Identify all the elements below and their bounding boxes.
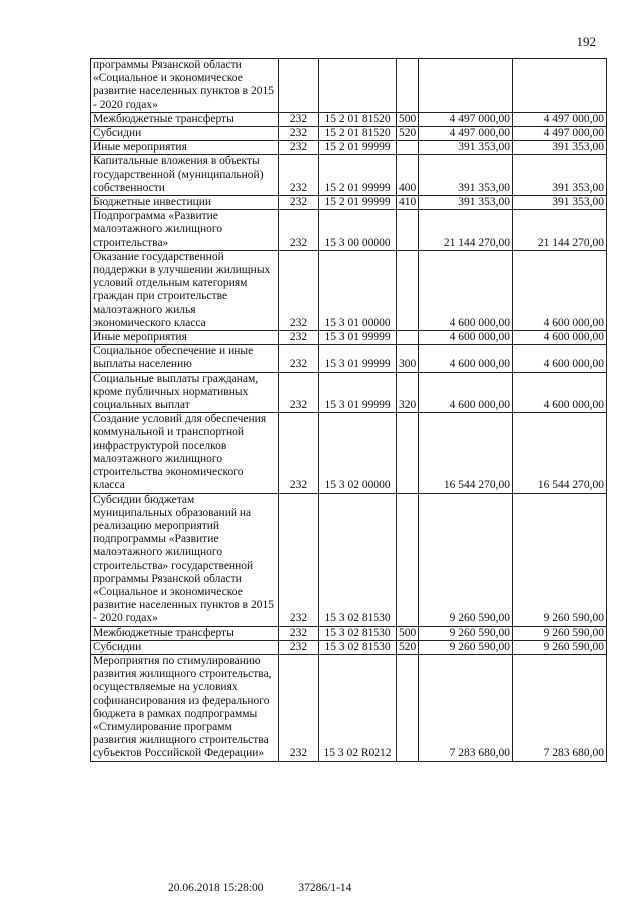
table-row [91, 413, 607, 493]
row-csr-cell: 15 3 02 81530 [319, 626, 397, 640]
row-name-cell: Межбюджетные трансферты [91, 112, 279, 126]
row-csr-cell [319, 59, 397, 113]
row-sum-2020-cell: 4 600 000,00 [513, 345, 607, 372]
row-vr-cell: 320 [397, 372, 419, 413]
row-sum-2019-cell: 4 497 000,00 [419, 112, 513, 126]
row-csr-cell: 15 2 01 99999 [319, 155, 397, 196]
row-sum-2020-cell: 9 260 590,00 [513, 626, 607, 640]
row-sum-2020-cell: 4 600 000,00 [513, 250, 607, 330]
row-name-cell: Социальное обеспечение и иные выплаты населению [91, 345, 279, 372]
row-ved-cell: 232 [279, 127, 319, 141]
row-name-cell: Межбюджетные трансферты [91, 626, 279, 640]
row-name-cell: Социальные выплаты гражданам, кроме публичных нормативных социальных выплат [91, 372, 279, 413]
row-vr-cell: 500 [397, 112, 419, 126]
table-row [91, 112, 607, 126]
row-sum-2019-cell: 21 144 270,00 [419, 210, 513, 251]
row-sum-2019-cell: 4 497 000,00 [419, 127, 513, 141]
row-sum-2019-cell: 9 260 590,00 [419, 493, 513, 626]
table-row [91, 640, 607, 654]
row-csr-cell: 15 3 02 00000 [319, 413, 397, 493]
row-name-cell: Подпрограмма «Развитие малоэтажного жилищного строительства» [91, 210, 279, 251]
row-sum-2020-cell: 9 260 590,00 [513, 493, 607, 626]
row-sum-2019-cell: 391 353,00 [419, 141, 513, 155]
row-csr-cell: 15 3 02 R0212 [319, 654, 397, 761]
row-name-cell: Создание условий для обеспечения коммунальной и транспортной инфраструктурой поселков малоэтажного жилищного строительства экономического класса [91, 413, 279, 493]
row-csr-cell: 15 3 02 81530 [319, 493, 397, 626]
row-csr-cell: 15 2 01 81520 [319, 127, 397, 141]
row-sum-2020-cell: 4 600 000,00 [513, 372, 607, 413]
table-row [91, 372, 607, 413]
row-sum-2020-cell: 9 260 590,00 [513, 640, 607, 654]
row-csr-cell: 15 3 01 99999 [319, 331, 397, 345]
row-sum-2019-cell: 391 353,00 [419, 155, 513, 196]
row-sum-2019-cell: 4 600 000,00 [419, 331, 513, 345]
table-row [91, 155, 607, 196]
row-name-cell: Бюджетные инвестиции [91, 196, 279, 210]
row-ved-cell: 232 [279, 112, 319, 126]
row-ved-cell: 232 [279, 372, 319, 413]
row-ved-cell: 232 [279, 155, 319, 196]
row-vr-cell: 500 [397, 626, 419, 640]
table-row [91, 345, 607, 372]
footer-doc-number: 37286/1-14 [298, 882, 352, 894]
row-csr-cell: 15 2 01 99999 [319, 196, 397, 210]
row-ved-cell: 232 [279, 413, 319, 493]
row-ved-cell: 232 [279, 626, 319, 640]
row-sum-2020-cell: 7 283 680,00 [513, 654, 607, 761]
table-row [91, 210, 607, 251]
row-sum-2020-cell: 4 497 000,00 [513, 127, 607, 141]
row-vr-cell: 400 [397, 155, 419, 196]
footer [168, 882, 383, 894]
row-vr-cell [397, 413, 419, 493]
row-ved-cell: 232 [279, 141, 319, 155]
row-vr-cell: 520 [397, 127, 419, 141]
row-vr-cell [397, 250, 419, 330]
row-ved-cell: 232 [279, 640, 319, 654]
row-sum-2020-cell: 391 353,00 [513, 141, 607, 155]
table-row [91, 59, 607, 113]
row-sum-2019-cell: 7 283 680,00 [419, 654, 513, 761]
row-sum-2020-cell: 391 353,00 [513, 155, 607, 196]
row-ved-cell: 232 [279, 210, 319, 251]
row-vr-cell [397, 331, 419, 345]
row-vr-cell: 410 [397, 196, 419, 210]
row-csr-cell: 15 2 01 81520 [319, 112, 397, 126]
row-ved-cell: 232 [279, 250, 319, 330]
table-row [91, 127, 607, 141]
row-vr-cell: 520 [397, 640, 419, 654]
page-number: 192 [576, 34, 596, 49]
row-csr-cell: 15 3 01 00000 [319, 250, 397, 330]
row-ved-cell [279, 59, 319, 113]
row-sum-2020-cell: 4 600 000,00 [513, 331, 607, 345]
row-vr-cell [397, 493, 419, 626]
footer-timestamp: 20.06.2018 15:28:00 [168, 882, 264, 894]
row-name-cell: Иные мероприятия [91, 141, 279, 155]
table-row [91, 626, 607, 640]
row-ved-cell: 232 [279, 331, 319, 345]
row-sum-2019-cell: 4 600 000,00 [419, 345, 513, 372]
row-vr-cell [397, 654, 419, 761]
row-vr-cell [397, 141, 419, 155]
row-csr-cell: 15 2 01 99999 [319, 141, 397, 155]
row-name-cell: Оказание государственной поддержки в улучшении жилищных условий отдельным категориям граждан при строительстве малоэтажного жилья экономического класса [91, 250, 279, 330]
row-vr-cell [397, 210, 419, 251]
row-ved-cell: 232 [279, 196, 319, 210]
row-vr-cell [397, 59, 419, 113]
row-name-cell: Мероприятия по стимулированию развития жилищного строительства, осуществляемые на условиях софинансирования из федерального бюджета в рамках подпрограммы «Стимулирование программ развития жилищного строительства субъектов Российской Федерации» [91, 654, 279, 761]
row-name-cell: Субсидии [91, 640, 279, 654]
row-sum-2020-cell: 391 353,00 [513, 196, 607, 210]
row-sum-2020-cell: 16 544 270,00 [513, 413, 607, 493]
table-row [91, 654, 607, 761]
row-sum-2020-cell: 21 144 270,00 [513, 210, 607, 251]
row-sum-2019-cell: 4 600 000,00 [419, 250, 513, 330]
row-sum-2019-cell: 16 544 270,00 [419, 413, 513, 493]
table-row [91, 196, 607, 210]
row-vr-cell: 300 [397, 345, 419, 372]
row-name-cell: Иные мероприятия [91, 331, 279, 345]
budget-table-body [91, 59, 607, 762]
budget-table [90, 58, 607, 762]
table-row [91, 141, 607, 155]
row-csr-cell: 15 3 01 99999 [319, 372, 397, 413]
row-csr-cell: 15 3 02 81530 [319, 640, 397, 654]
row-csr-cell: 15 3 00 00000 [319, 210, 397, 251]
row-name-cell: Капитальные вложения в объекты государственной (муниципальной) собственности [91, 155, 279, 196]
table-row [91, 493, 607, 626]
row-name-cell: программы Рязанской области «Социальное и экономическое развитие населенных пунктов в 2015 - 2020 годах» [91, 59, 279, 113]
row-ved-cell: 232 [279, 654, 319, 761]
row-name-cell: Субсидии [91, 127, 279, 141]
row-ved-cell: 232 [279, 493, 319, 626]
row-sum-2019-cell [419, 59, 513, 113]
row-sum-2019-cell: 9 260 590,00 [419, 640, 513, 654]
row-name-cell: Субсидии бюджетам муниципальных образований на реализацию мероприятий подпрограммы «Развитие малоэтажного жилищного строительства» государственной программы Рязанской области «Социальное и экономическое развитие населенных пунктов в 2015 - 2020 годах» [91, 493, 279, 626]
row-csr-cell: 15 3 01 99999 [319, 345, 397, 372]
row-sum-2020-cell [513, 59, 607, 113]
row-sum-2019-cell: 391 353,00 [419, 196, 513, 210]
table-row [91, 250, 607, 330]
row-sum-2020-cell: 4 497 000,00 [513, 112, 607, 126]
row-ved-cell: 232 [279, 345, 319, 372]
table-row [91, 331, 607, 345]
row-sum-2019-cell: 4 600 000,00 [419, 372, 513, 413]
row-sum-2019-cell: 9 260 590,00 [419, 626, 513, 640]
